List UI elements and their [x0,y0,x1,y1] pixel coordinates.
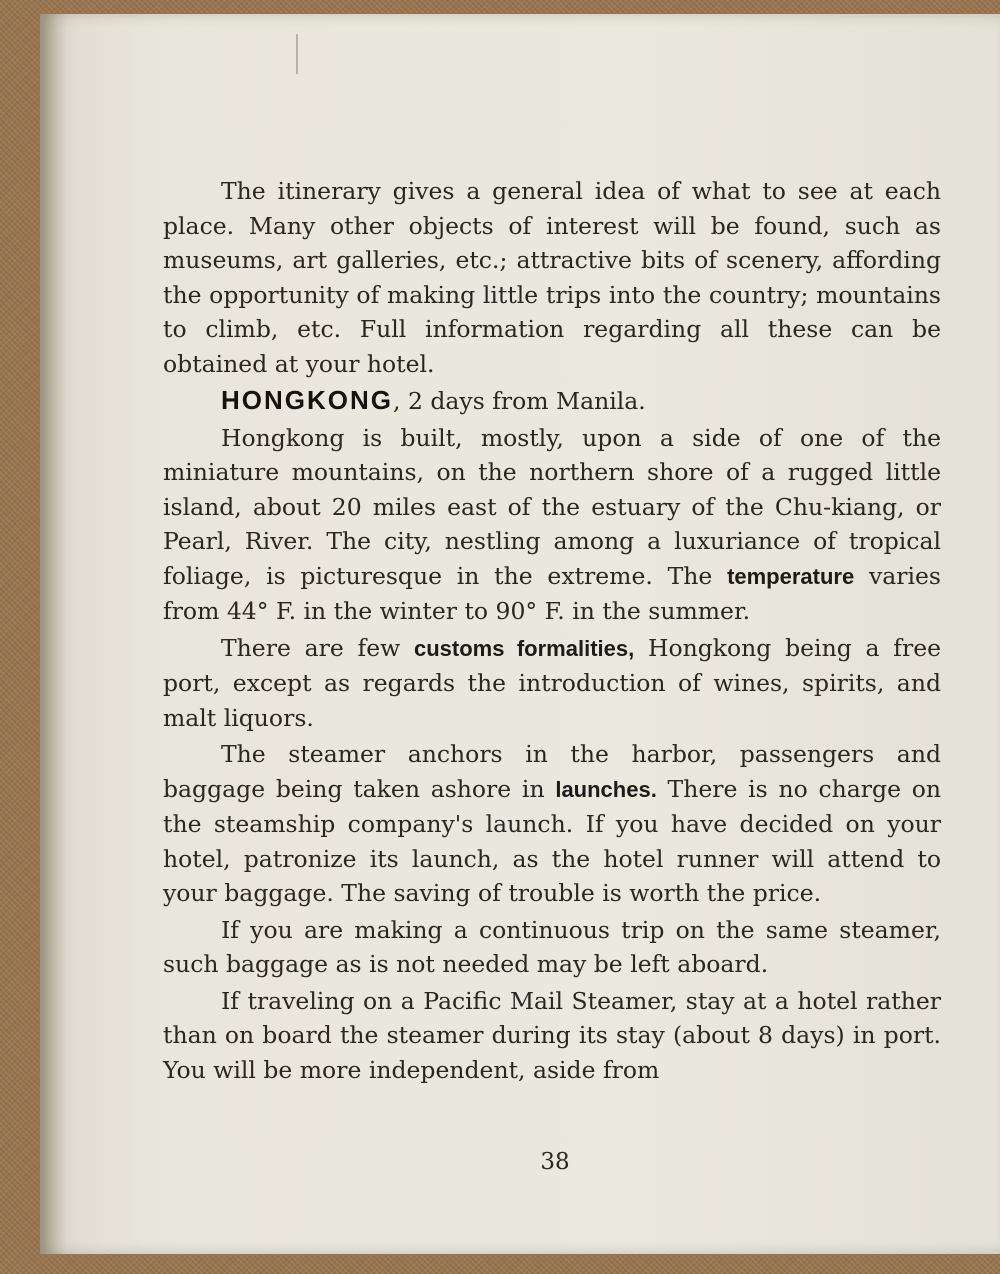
paragraph-city [163,421,941,629]
paragraph-customs-text: There are few [221,633,414,662]
bold-term-temperature: temperature [727,563,855,589]
page-gutter-shadow [40,14,66,1254]
page-crease [296,34,298,74]
paragraph-customs [163,631,941,736]
paragraph-hotel: If traveling on a Pacific Mail Steamer, stay at a hotel rather than on board the steamer during its stay (about 8 days) in port. You will be more independent, aside from [163,986,941,1084]
section-heading: HONGKONG [221,385,393,415]
paragraph-baggage: If you are making a continuous trip on the same steamer, such baggage as is not needed may be left aboard. [163,915,941,978]
paragraph-steamer-text: The steamer anchors in the harbor, passengers and baggage being taken ashore in [163,740,941,803]
paragraph-steamer-text-end: There is no charge on the steamship company's launch. If you have decided on your hotel, patronize its launch, as the hotel runner will attend to your baggage. The saving of trouble is worth the price. [163,774,941,907]
paragraph-city-text: Hongkong is built, mostly, upon a side of one of the miniature mountains, on the northern shore of a rugged little island, about 20 miles east of the estuary of the Chu-kiang, or Pearl, River. The city, nestling among a luxuriance of tropical foliage, is picturesque in the extreme. The [163,423,941,590]
page-text [163,174,941,1089]
page-number: 38 [540,1149,570,1175]
paragraph-city-text-end: varies from 44° F. in the winter to 90° F. in the summer. [163,561,941,625]
paragraph-steamer [163,737,941,911]
paragraph-intro: The itinerary gives a general idea of what to see at each place. Many other objects of interest will be found, such as museums, art galleries, etc.; attractive bits of scenery, affording the opportunity of making little trips into the country; mountains to climb, etc. Full information regarding all these can be obtained at your hotel. [163,177,941,378]
section-heading-line [163,383,941,419]
book-page [40,14,1000,1254]
bold-term-customs: customs formalities, [413,635,635,661]
bold-term-launches: launches. [555,776,657,802]
paragraph-customs-text-end: Hongkong being a free port, except as regards the introduction of wines, spirits, and malt liquors. [163,633,942,732]
section-heading-subtitle: , 2 days from Manila. [393,387,646,415]
